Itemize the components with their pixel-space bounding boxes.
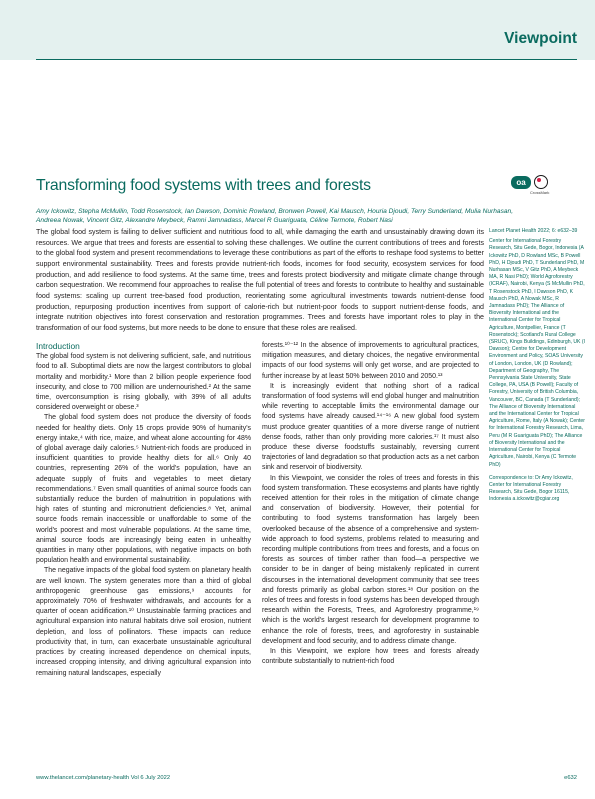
- column-left: [36, 341, 251, 679]
- paragraph: The negative impacts of the global food system on planetary health are well known. The system generates more than a third of global anthropogenic greenhouse gas emissions,⁹ accounts for approximately 70% of freshwater withdrawals, and accounts for a quarter of ocean acidification.¹⁰ Unsustainable farming practices and agricultural expansion into natural habitats drive soil erosion, nutrient depletion, and loss of pollinators. These impacts can reduce productivity that, in turn, can exacerbate unsustainable agricultural practices by creating increased dependence on chemical inputs, increased cropping intensity, and driving agricultural expansion into remaining natural landscapes, especially: [36, 567, 251, 677]
- header-rule: [36, 59, 577, 60]
- badges: [511, 176, 559, 200]
- open-access-badge[interactable]: oa: [511, 176, 531, 189]
- paragraph: The global food system is not delivering sufficient, safe, and nutritious food to all. Suboptimal diets are now the largest contributors to global mortality and morbidity.¹ More than 2 billion people experience food insecurity, and close to 700 million are undernourished.² At the same time, overconsumption is rising globally, with 39% of all adults considered overweight or obese.³: [36, 353, 251, 412]
- article-title: Transforming food systems with trees and forests: [36, 177, 371, 194]
- crossmark-icon[interactable]: [534, 175, 548, 189]
- sidebar: [489, 228, 585, 504]
- abstract-text: The global food system is failing to deliver sufficient and nutritious food to all, while damaging the earth and unsustainably drawing down its resources. We argue that trees and forests are essential to solving these challenges. We outline the current contributions of trees and forests to the global food system and present recommendations to leverage these contributions as part of the efforts to reshape food systems to better support environmental sustainability. Trees and forests provide nutrient-rich foods, incomes for food security, ecosystem services for food production, and add resilience to food systems. At the same time, trees and forests protect biodiversity and mitigate climate change through carbon sequestration. We recommend four approaches to realise the full potential of trees and forests to contribute to healthy and sustainable food systems: scaling up current tree-based food production, reorientating some agricultural investments towards nutrient-dense food production, repurposing production incentives from support of calorie-rich but nutrient-poor foods to support nutrient-dense foods, and integrate nutrition objectives into forest conservation and restoration programmes. Trees and forests have important roles to play in the transformation of our food systems, but more needs to be done to ensure that these roles are realised.: [36, 228, 484, 332]
- footer-page-number: e632: [564, 775, 577, 781]
- paragraph: It is increasingly evident that nothing short of a radical transformation of food systems will end global hunger and malnutrition while reverting to acceptable limits the environmental damage our food systems have already caused.¹⁴⁻¹⁶ A new global food system must produce greater quantities of a more diverse range of nutrient dense foods, rather than only providing more calories.¹⁷ It must also produce these diverse foodstuffs sustainably, reversing current trajectories of land degradation so that production acts as a net carbon sink and reservoir of biodiversity.: [262, 382, 479, 472]
- correspondence: Correspondence to: Dr Amy Ickowitz, Center for International Forestry Research, Situ Gede, Bogor 16115, Indonesia a.ickowitz@cgiar.org: [489, 474, 573, 503]
- citation: Lancet Planet Health 2022; 6: e632–39: [489, 228, 578, 234]
- crossmark-label: CrossMark: [530, 190, 550, 195]
- paragraph: forests.¹⁰⁻¹² In the absence of improvements to agricultural practices, mitigation measures, and dietary choices, the negative environmental impacts of our food systems will only get worse, and are projected to further increase by at least 50% between 2010 and 2050.¹³: [262, 342, 479, 380]
- paragraph: In this Viewpoint, we explore how trees and forests already contribute substantially to nutrient-rich food: [262, 648, 479, 666]
- section-label: Viewpoint: [504, 30, 577, 47]
- paragraph: In this Viewpoint, we consider the roles of trees and forests in this food system transformation. These ecosystems and plants have rightly received attention for their roles in the mitigation of climate change and conservation of biodiversity. However, their potential for contributing to food systems transformation has largely been overlooked because of the absence of a comprehensive and system-wide approach to food systems, problems related to measuring and recording multiple contributions from trees and forests, and a focus on forests as sources of timber rather than food—a perspective we consider to be in danger of being mistakenly replicated in current discourses in the international development community that see trees and forests primarily as global carbon stores.¹⁸ Our position on the roles of trees and forests in food systems has been developed through research within the Forests, Trees, and Agroforestry programme,¹⁹ which is the world's largest research for development programme to enhance the role of forests, trees, and agroforestry in sustainable development and food security, and to address climate change.: [262, 474, 479, 645]
- author-list: Amy Ickowitz, Stepha McMullin, Todd Rosenstock, Ian Dawson, Dominic Rowland, Bronwen Powell, Kai Mausch, Houria Djoudi, Terry Sunderland, Mulia Nurhasan, Andreea Nowak, Vincent Gitz, Alexandre Meybeck, Ramni Jamnadass, Marcel R Guariguata, Céline Termote, Robert Nasi: [36, 208, 514, 225]
- affiliations: Center for International Forestry Research, Situ Gede, Bogor, Indonesia (A Ickowitz PhD, D Rowland MSc, B Powell PhD, H Djoudi PhD, T Sunderland PhD, M Nurhasan MSc, V Gitz PhD, A Meybeck MA, R Nasi PhD); World Agroforestry (ICRAF), Nairobi, Kenya (S McMullin PhD, T Rosenstock PhD, I Dawson PhD, K Mausch PhD, A Nowak MSc, R Jamnadass PhD); The Alliance of Bioversity International and the International Center for Tropical Agriculture, Montpellier, France (T Rosenstock); Scotland's Rural College (SRUC), Kings Buildings, Edinburgh, UK (I Dawson); Centre for Development Environment and Policy, SOAS University of London, London, UK (D Rowland); Department of Geography, The Pennsylvania State University, State College, PA, USA (B Powell); Faculty of Forestry, University of British Columbia, Vancouver, BC, Canada (T Sunderland); The Alliance of Bioversity International and the International Center for Tropical Agriculture, Rome, Italy (A Nowak); Center for International Forestry Research, Lima, Peru (M R Guariguata PhD); The Alliance of Bioversity International and the International Center for Tropical Agriculture, Nairobi, Kenya (C Termote PhD): [489, 238, 585, 468]
- column-right: [262, 341, 479, 668]
- section-heading-introduction: Introduction: [36, 341, 80, 351]
- paragraph: The global food system does not produce the diversity of foods needed for healthy diets. Only 15 crops provide 90% of humanity's energy intake,⁴ with rice, maize, and wheat alone accounting for 48% of global average daily calories.⁵ Nutrient-rich foods are produced in insufficient quantities to provide healthy diets for all.⁶ Only 40 countries, representing 26% of the world's population, have an adequate supply of fruits and vegetables to meet dietary recommendations.⁷ Even small quantities of animal source foods can substantially reduce the burden of malnutrition in populations with high rates of stunting and micronutrient deficiencies.⁸ Yet, animal source foods remain inaccessible or unaffordable to some of the world's poorest and most vulnerable populations. At the same time, animal source foods are increasingly being eaten in unhealthy quantities in many other populations, with negative impacts on both population health and environmental sustainability.: [36, 414, 251, 565]
- footer-journal-info[interactable]: www.thelancet.com/planetary-health Vol 6 July 2022: [36, 775, 171, 781]
